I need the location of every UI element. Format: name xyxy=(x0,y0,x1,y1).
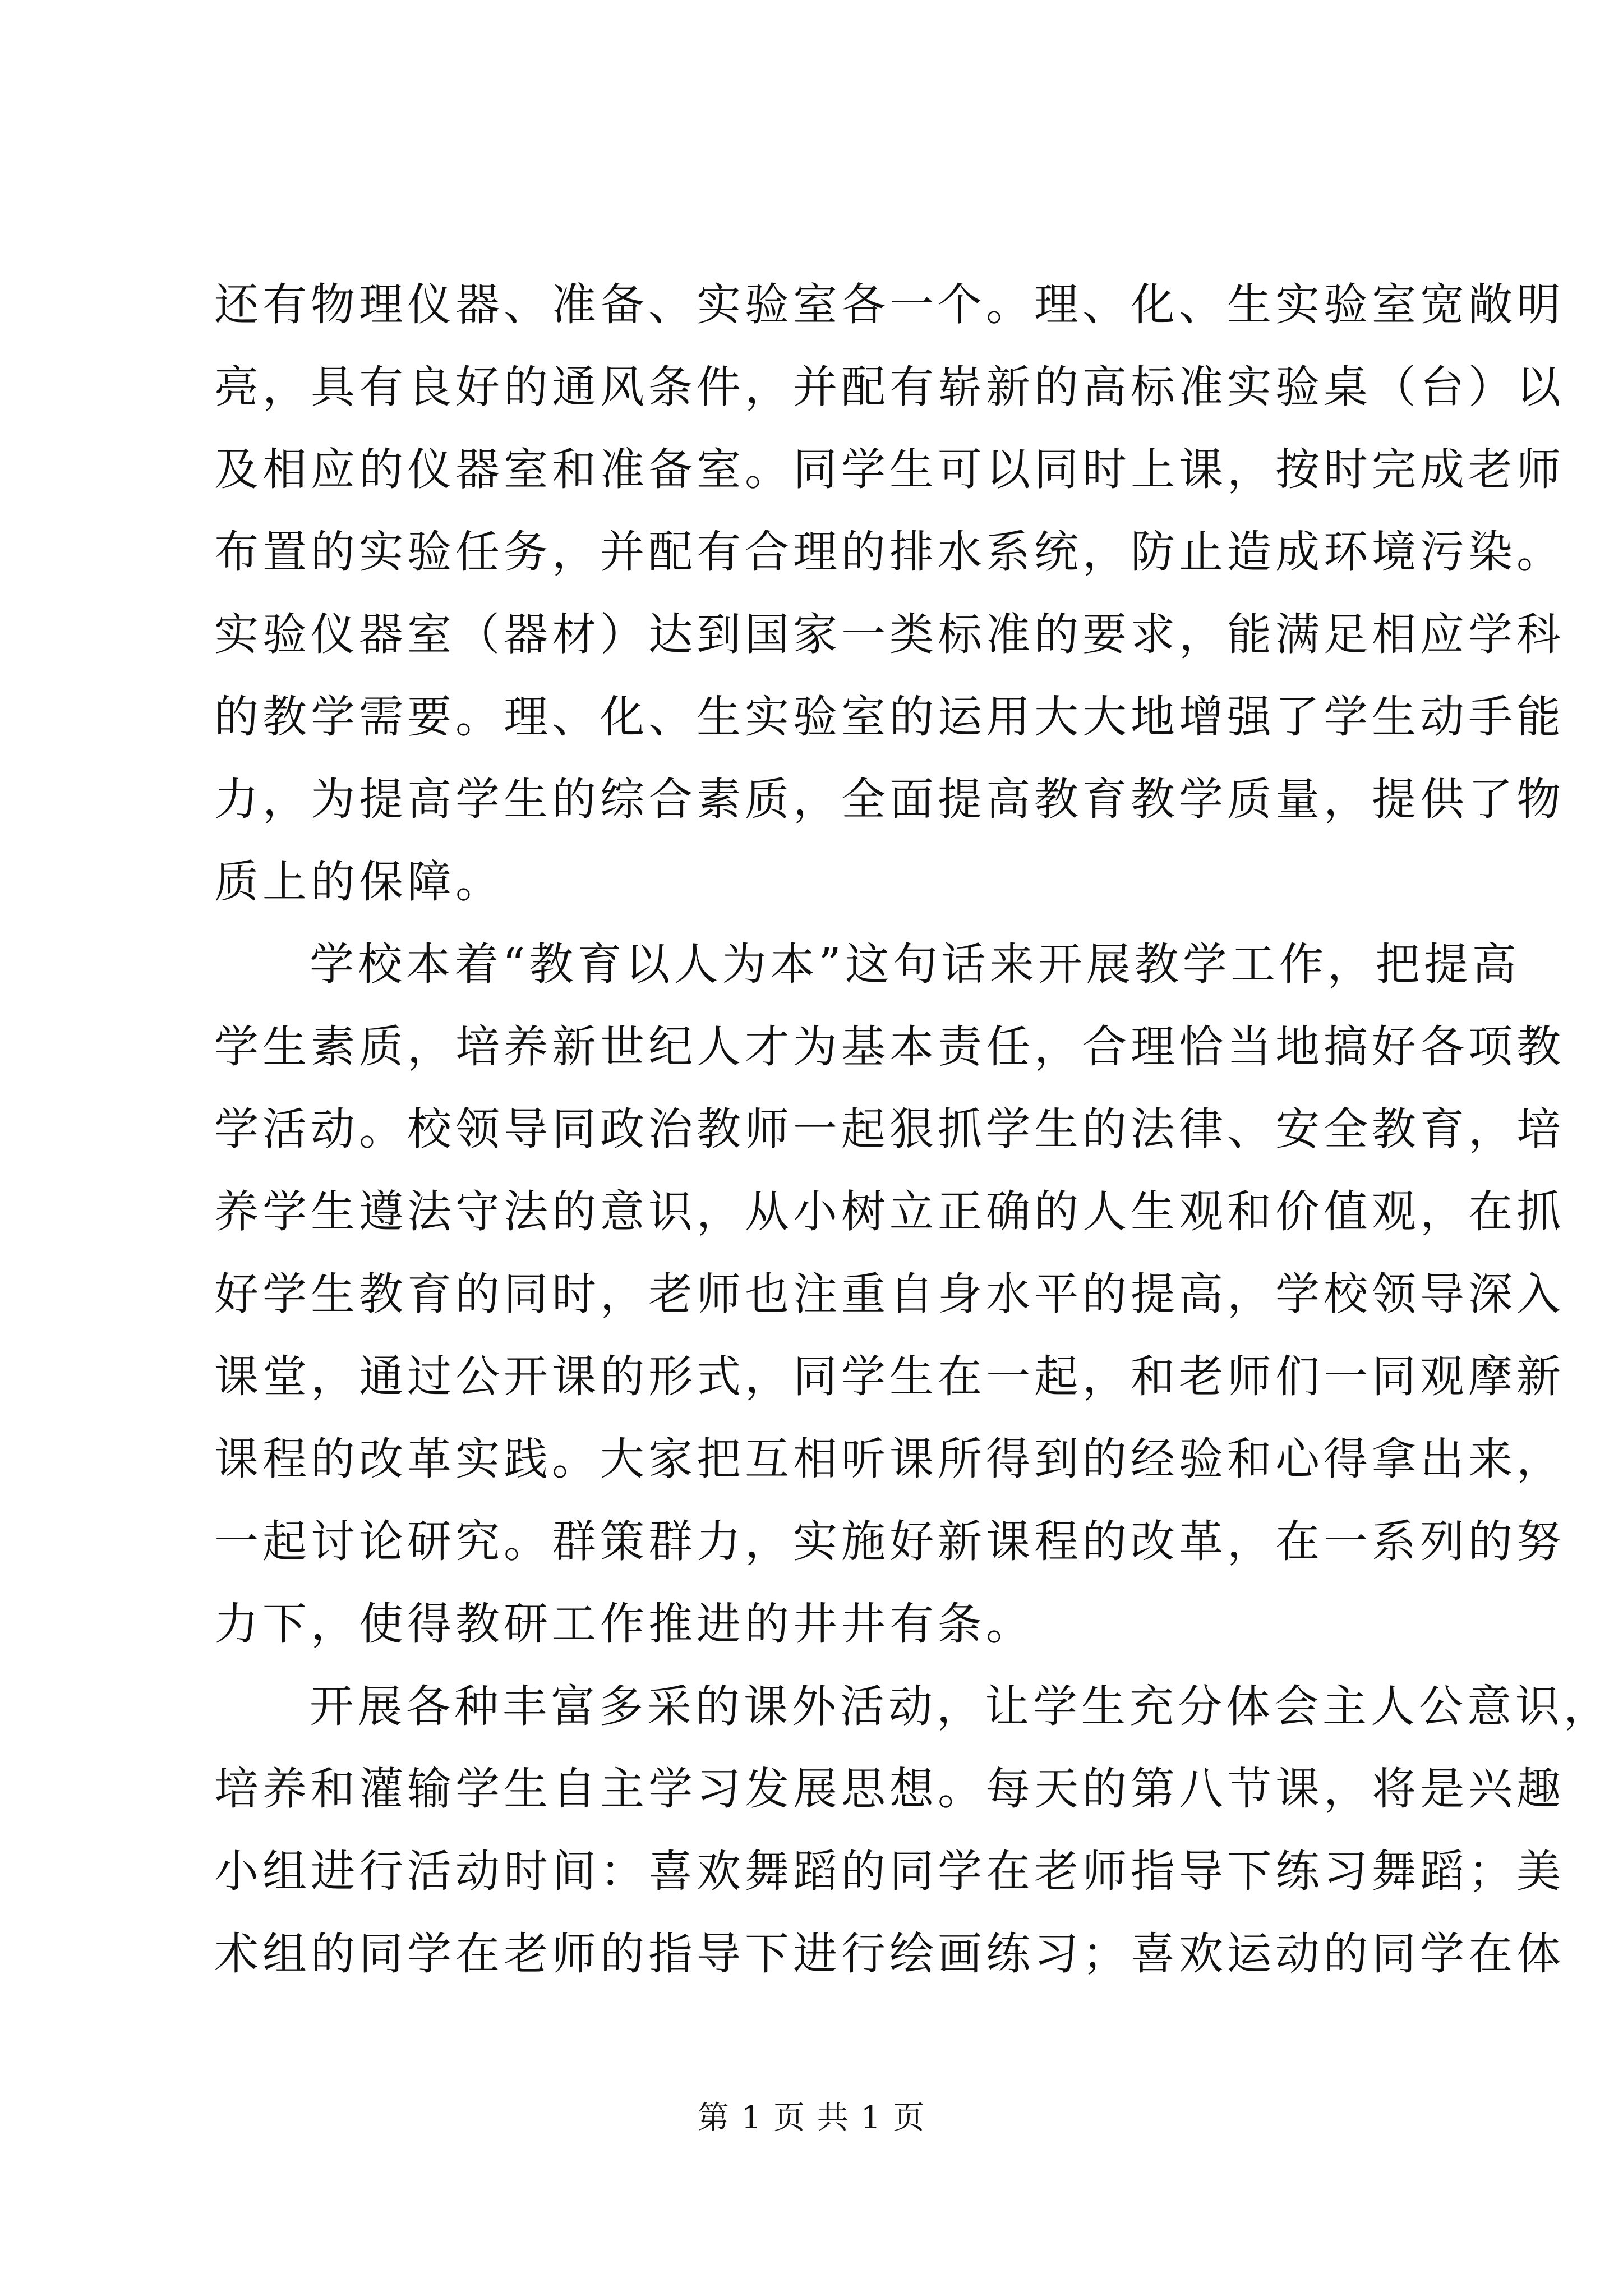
text-line: 学生素质，培养新世纪人才为基本责任，合理恰当地搞好各项教 xyxy=(214,1021,1565,1073)
paragraph-first-line: 学校本着“教育以人为本”这句话来开展教学工作，把提高 xyxy=(310,938,1520,990)
text-line: 课程的改革实践。大家把互相听课所得到的经验和心得拿出来， xyxy=(214,1433,1565,1485)
text-line: 一起讨论研究。群策群力，实施好新课程的改革，在一系列的努 xyxy=(214,1516,1565,1567)
text-line: 及相应的仪器室和准备室。同学生可以同时上课，按时完成老师 xyxy=(214,444,1565,495)
text-line: 布置的实验任务，并配有合理的排水系统，防止造成环境污染。 xyxy=(214,526,1565,578)
text-line: 质上的保障。 xyxy=(214,856,504,908)
text-line: 的教学需要。理、化、生实验室的运用大大地增强了学生动手能 xyxy=(214,691,1565,743)
text-line: 还有物理仪器、准备、实验室各一个。理、化、生实验室宽敞明 xyxy=(214,279,1565,330)
text-line: 亮，具有良好的通风条件，并配有崭新的高标准实验桌（台）以 xyxy=(214,361,1565,413)
text-line: 术组的同学在老师的指导下进行绘画练习；喜欢运动的同学在体 xyxy=(214,1928,1565,1980)
paragraph-first-line: 开展各种丰富多采的课外活动，让学生充分体会主人公意识， xyxy=(310,1681,1612,1732)
page-footer: 第 1 页 共 1 页 xyxy=(697,2100,926,2136)
text-line: 力，为提高学生的综合素质，全面提高教育教学质量，提供了物 xyxy=(214,774,1565,825)
document-body xyxy=(214,264,1612,1995)
text-line: 实验仪器室（器材）达到国家一类标准的要求，能满足相应学科 xyxy=(214,609,1565,660)
text-line: 力下，使得教研工作推进的井井有条。 xyxy=(214,1598,1034,1650)
text-line: 小组进行活动时间：喜欢舞蹈的同学在老师指导下练习舞蹈；美 xyxy=(214,1846,1565,1897)
text-line: 课堂，通过公开课的形式，同学生在一起，和老师们一同观摩新 xyxy=(214,1351,1565,1402)
text-line: 养学生遵法守法的意识，从小树立正确的人生观和价值观，在抓 xyxy=(214,1186,1565,1237)
text-line: 培养和灌输学生自主学习发展思想。每天的第八节课，将是兴趣 xyxy=(214,1763,1565,1815)
text-line: 好学生教育的同时，老师也注重自身水平的提高，学校领导深入 xyxy=(214,1268,1565,1320)
text-line: 学活动。校领导同政治教师一起狠抓学生的法律、安全教育，培 xyxy=(214,1103,1565,1155)
